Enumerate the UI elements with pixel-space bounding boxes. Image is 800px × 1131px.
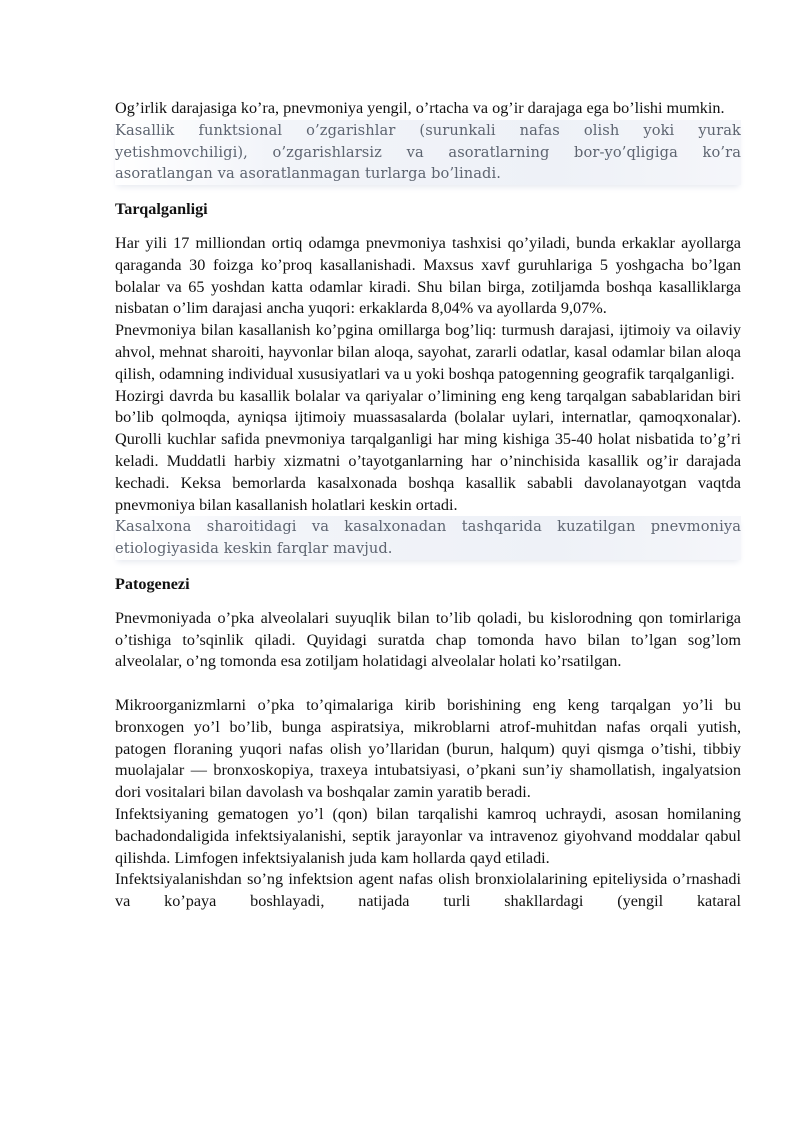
paragraph-classification-highlighted: Kasallik funktsional o’zgarishlar (surunkali nafas olish yoki yurak yetishmovchiligi), o’zgarishlarsiz va asoratlarning bor-yo’qligiga ko’ra asoratlangan va asoratlanmagan turlarga bo’linadi. (115, 120, 741, 185)
paragraph-severity: Og’irlik darajasiga ko’ra, pnevmoniya yengil, o’rtacha va og’ir darajaga ega bo’lishi mumkin. (115, 99, 725, 117)
blank-line (115, 673, 741, 695)
paragraph-factors: Pnevmoniya bilan kasallanish ko’pgina omillarga bog’liq: turmush darajasi, ijtimoiy va oilaviy ahvol, mehnat sharoiti, hayvonlar bilan aloqa, sayohat, zararli odatlar, kasal odamlar bilan aloqa qilish, odamning individual xususiyatlari va u yoki boshqa patogenning geografik tarqalganligi. (115, 321, 741, 383)
paragraph-hematogenous-route: Infektsiyaning gematogen yo’l (qon) bilan tarqalishi kamroq uchraydi, asosan homilaning bachadondaligida infektsiyalanishi, septik jarayonlar va intravenoz giyohvand moddalar qabul qilishda. Limfogen infektsiyalanish juda kam hollarda qayd etiladi. (115, 804, 741, 867)
paragraph-alveoli: Pnevmoniyada o’pka alveolalari suyuqlik bilan to’lib qoladi, bu kislorodning qon tomirlariga o’tishiga to’sqinlik qiladi. Quyidagi suratda chap tomonda havo bilan to’lgan sog’lom alveolalar, o’ng tomonda esa zotiljam holatidagi alveolalar holati ko’rsatilgan. (115, 608, 741, 671)
document-page (115, 98, 741, 913)
paragraph-infection-development: Infektsiyalanishdan so’ng infektsion agent nafas olish bronxiolalarining epiteliysida o’rnashadi va ko’paya boshlayadi, natijada turli shakllardagi (yengil kataral (115, 870, 741, 911)
heading-pathogenesis: Patogenezi (115, 574, 190, 593)
paragraph-etiology-highlighted: Kasalxona sharoitidagi va kasalxonadan tashqarida kuzatilgan pnevmoniya etiologiyasida keskin farqlar mavjud. (115, 516, 741, 560)
paragraph-statistics: Har yili 17 milliondan ortiq odamga pnevmoniya tashxisi qo’yiladi, bunda erkaklar ayollarga qaraganda 30 foizga ko’proq kasallanishadi. Maxsus xavf guruhlariga 5 yoshgacha bo’lgan bolalar va 65 yoshdan katta odamlar kiradi. Shu bilan birga, zotiljamda boshqa kasalliklarga nisbatan o’lim darajasi ancha yuqori: erkaklarda 8,04% va ayollarda 9,07%. (115, 233, 741, 318)
paragraph-current-situation: Hozirgi davrda bu kasallik bolalar va qariyalar o’limining eng keng tarqalgan sabablaridan biri bo’lib qolmoqda, ayniqsa ijtimoiy muassasalarda (bolalar uylari, internatlar, qamoqxonalar). Qurolli kuchlar safida pnevmoniya tarqalganligi har ming kishiga 35-40 holat nisbatida to’g’ri keladi. Muddatli harbiy xizmatni o’tayotganlarning har o’ninchisida kasallik og’ir darajada kechadi. Keksa bemorlarda kasalxonada boshqa kasallik sababli davolanayotgan vaqtda pnevmoniya bilan kasallanish holatlari keskin ortadi. (115, 386, 741, 514)
heading-spread: Tarqalganligi (115, 200, 208, 219)
paragraph-bronchogenic-route: Mikroorganizmlarni o’pka to’qimalariga kirib borishining eng keng tarqalgan yo’li bu bronxogen yo’l bo’lib, bunga aspiratsiya, mikroblarni atrof-muhitdan nafas orqali yutish, patogen floraning yuqori nafas olish yo’llaridan (burun, halqum) quyi qismga o’tishi, tibbiy muolajalar — bronxoskopiya, traxeya intubatsiyasi, o’pkani sun’iy shamollatish, ingalyatsion dori vositalari bilan davolash va boshqalar zamin yaratib beradi. (115, 695, 741, 802)
